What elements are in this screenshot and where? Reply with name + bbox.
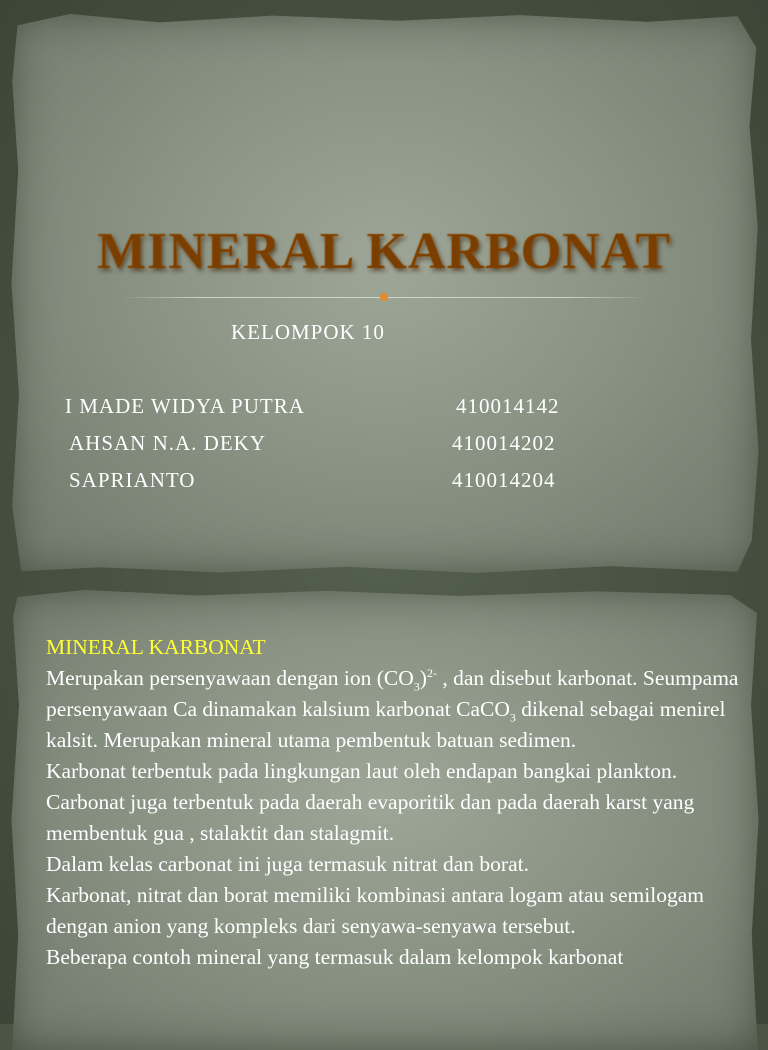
member-nim: 410014202 (452, 431, 556, 455)
paragraph-definition (46, 663, 746, 756)
member-name: AHSAN N.A. DEKY (69, 431, 266, 455)
paragraph-examples: Beberapa contoh mineral yang termasuk dalam kelompok karbonat (46, 945, 624, 969)
text-span: , dan disebut karbonat. Seumpama persenyawaan Ca dinamakan kalsium karbonat CaCO (46, 666, 739, 721)
member-row (0, 468, 768, 498)
member-row (0, 431, 768, 461)
text-span: dikenal sebagai menirel kalsit. Merupakan mineral utama pembentuk batuan sedimen. (46, 697, 726, 752)
member-nim: 410014142 (456, 394, 560, 418)
member-row (0, 394, 768, 424)
member-name: SAPRIANTO (69, 468, 196, 492)
subscript: 3 (413, 679, 420, 694)
subscript: 3 (509, 710, 516, 725)
content-body (46, 632, 746, 973)
paragraph-formation: Karbonat terbentuk pada lingkungan laut oleh endapan bangkai plankton. Carbonat juga terbentuk pada daerah evaporitik dan pada daerah karst yang membentuk gua , stalaktit dan stalagmit. (46, 759, 695, 845)
paragraph-combination: Karbonat, nitrat dan borat memiliki kombinasi antara logam atau semilogam dengan anion yang kompleks dari senyawa-senyawa tersebut. (46, 883, 704, 938)
member-name: I MADE WIDYA PUTRA (65, 394, 305, 418)
text-span: Merupakan persenyawaan dengan ion (CO (46, 666, 414, 690)
text-span: ) (419, 666, 427, 690)
content-heading: MINERAL KARBONAT (46, 635, 266, 659)
member-nim: 410014204 (452, 468, 556, 492)
slide-title-heading: MINERAL KARBONAT (0, 222, 768, 281)
paragraph-class: Dalam kelas carbonat ini juga termasuk nitrat dan borat. (46, 852, 529, 876)
divider-dot-icon (380, 293, 388, 301)
superscript: 2- (426, 665, 437, 680)
group-label: KELOMPOK 10 (231, 320, 385, 344)
